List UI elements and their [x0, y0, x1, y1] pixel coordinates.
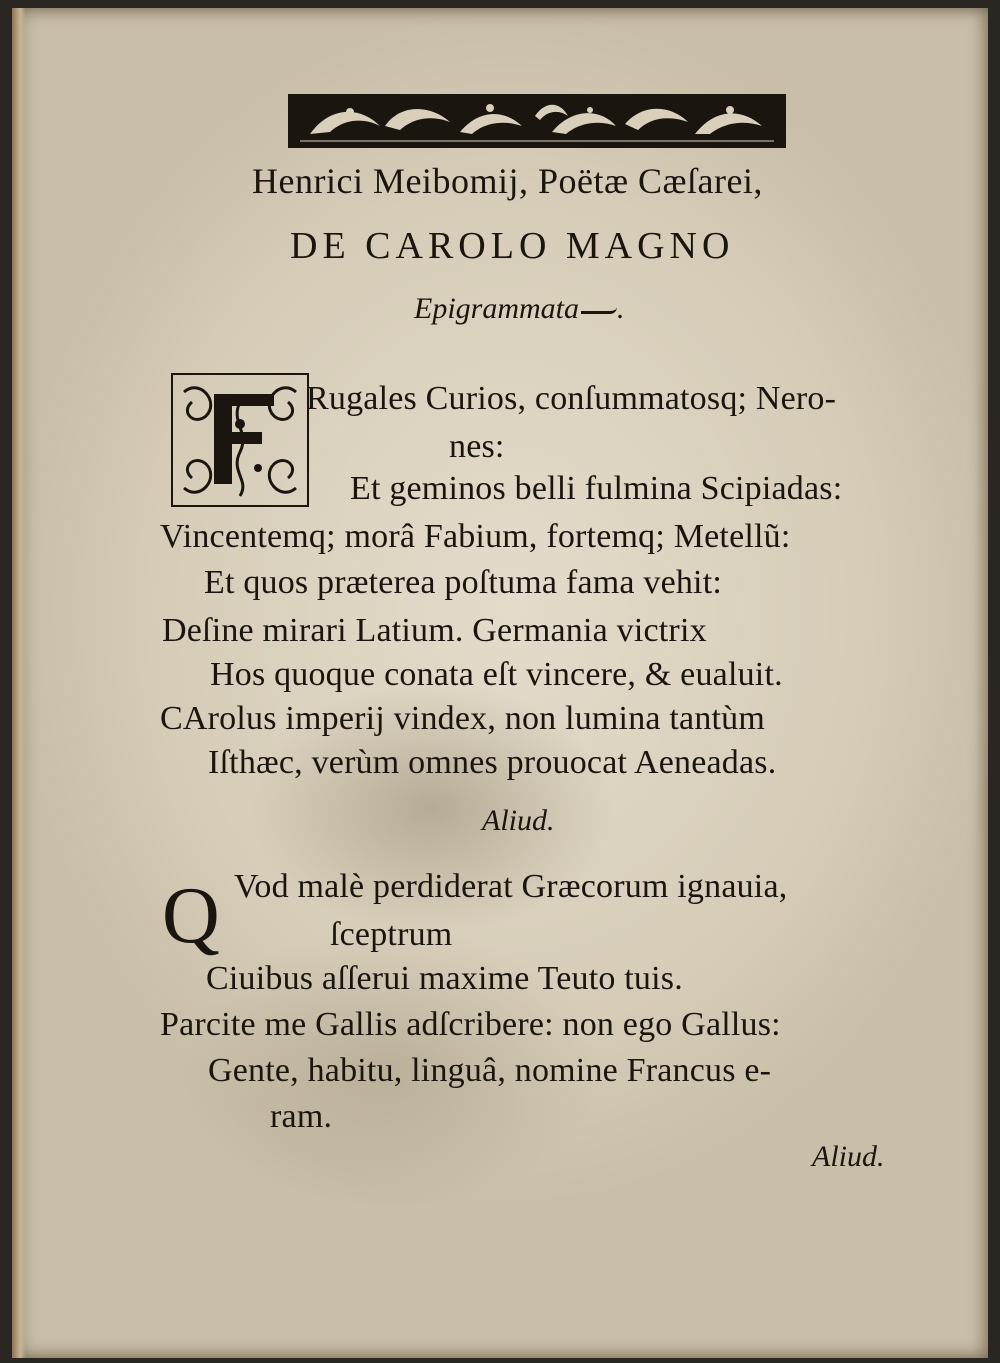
section-heading-aliud: Aliud. — [482, 804, 555, 837]
poem1-line-5: Et quos præterea poſtuma fama vehit: — [204, 564, 722, 601]
flourish — [581, 307, 617, 314]
subtitle: Epigrammata . — [414, 292, 625, 325]
initial-q: Q — [162, 872, 220, 960]
poem1-line-6: Deſine mirari Latium. Germania victrix — [162, 612, 707, 649]
decorated-initial-f-icon — [170, 372, 310, 508]
poem1-line-2: nes: — [449, 428, 505, 465]
author-line: Henrici Meibomij, Poëtæ Cæſarei, — [252, 161, 763, 201]
poem1-line-1: Rugales Curios, conſummatosq; Nero- — [306, 380, 837, 417]
poem1-line-3: Et geminos belli fulmina Scipiadas: — [350, 470, 843, 507]
poem2-line-4: Parcite me Gallis adſcribere: non ego Gallus: — [160, 1006, 781, 1043]
binding-shadow — [12, 8, 26, 1358]
poem2-line-2: ſceptrum — [330, 916, 453, 953]
poem1-line-7: Hos quoque conata eſt vincere, & eualuit. — [210, 656, 783, 693]
poem1-line-9: Iſthæc, verùm omnes prouocat Aeneadas. — [208, 744, 777, 781]
svg-text:F: F — [240, 454, 241, 455]
poem1-line-4: Vincentemq; morâ Fabium, fortemq; Metellũ: — [160, 518, 791, 555]
subtitle-text: Epigrammata — [414, 292, 579, 325]
poem2-line-1: Vod malè perdiderat Græcorum ignauia, — [234, 868, 788, 905]
section-heading-aliud-2: Aliud. — [812, 1140, 885, 1173]
poem2-line-6: ram. — [270, 1098, 333, 1135]
page-title: DE CAROLO MAGNO — [290, 225, 735, 267]
poem2-line-5: Gente, habitu, linguâ, nomine Francus e- — [208, 1052, 772, 1089]
poem1-line-8: CArolus imperij vindex, non lumina tantùm — [160, 700, 766, 737]
poem2-line-3: Ciuibus aſſerui maxime Teuto tuis. — [206, 960, 683, 997]
book-page — [12, 8, 988, 1358]
decorative-headpiece — [288, 94, 786, 148]
leaf-ornament-icon — [290, 96, 784, 146]
